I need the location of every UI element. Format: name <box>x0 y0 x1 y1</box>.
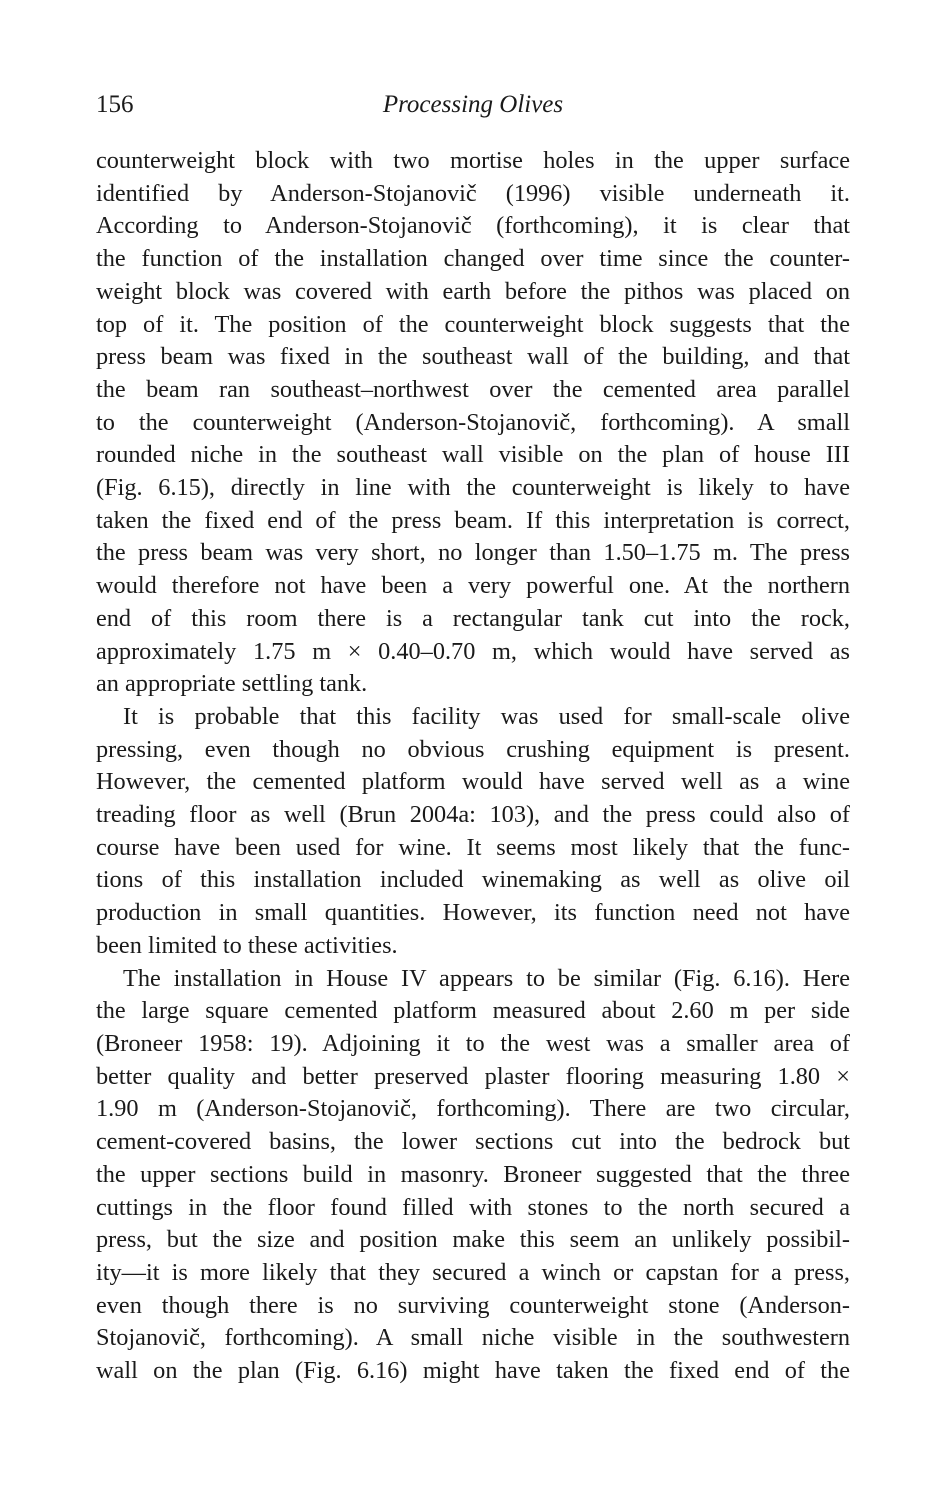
text-line: course have been used for wine. It seems most likely that the func- <box>96 833 850 861</box>
text-line: Stojanovič, forthcoming). A small niche visible in the southwestern <box>96 1324 850 1352</box>
text-line: top of it. The position of the counterweight block suggests that the <box>96 310 850 338</box>
text-line: ity—it is more likely that they secured a winch or capstan for a press, <box>96 1258 850 1286</box>
text-line: pressing, even though no obvious crushing equipment is present. <box>96 735 850 763</box>
page-number: 156 <box>96 91 134 118</box>
text-line: weight block was covered with earth before the pithos was placed on <box>96 277 850 305</box>
text-line: However, the cemented platform would have served well as a wine <box>96 768 850 796</box>
text-line: the beam ran southeast–northwest over the cemented area parallel <box>96 375 850 403</box>
text-line: identified by Anderson-Stojanovič (1996) visible underneath it. <box>96 179 850 207</box>
text-line: (Fig. 6.15), directly in line with the counterweight is likely to have <box>96 474 850 502</box>
text-line: The installation in House IV appears to be similar (Fig. 6.16). Here <box>123 964 850 992</box>
text-line: the function of the installation changed over time since the counter- <box>96 245 850 273</box>
text-line: cuttings in the floor found filled with stones to the north secured a <box>96 1193 850 1221</box>
text-line: cement-covered basins, the lower sections cut into the bedrock but <box>96 1128 850 1156</box>
text-line: would therefore not have been a very powerful one. At the northern <box>96 572 850 600</box>
running-title: Processing Olives <box>382 91 564 118</box>
text-line: press beam was fixed in the southeast wall of the building, and that <box>96 343 850 371</box>
paragraph-3 <box>96 963 850 1388</box>
text-line: end of this room there is a rectangular tank cut into the rock, <box>96 604 850 632</box>
text-line: been limited to these activities. <box>96 931 398 959</box>
text-line: counterweight block with two mortise holes in the upper surface <box>96 147 850 174</box>
text-line: treading floor as well (Brun 2004a: 103), and the press could also of <box>96 801 850 829</box>
text-line: even though there is no surviving counterweight stone (Anderson- <box>96 1291 850 1319</box>
text-line: (Broneer 1958: 19). Adjoining it to the west was a smaller area of <box>96 1029 850 1057</box>
text-line: an appropriate settling tank. <box>96 670 368 698</box>
text-line: press, but the size and position make this seem an unlikely possibil- <box>96 1226 850 1254</box>
text-line: rounded niche in the southeast wall visible on the plan of house III <box>96 441 850 469</box>
text-line: wall on the plan (Fig. 6.16) might have taken the fixed end of the <box>96 1357 850 1385</box>
text-line: the large square cemented platform measured about 2.60 m per side <box>96 997 850 1025</box>
text-line: According to Anderson-Stojanovič (forthcoming), it is clear that <box>96 212 850 240</box>
page-header <box>96 88 850 122</box>
text-line: better quality and better preserved plaster flooring measuring 1.80 × <box>96 1062 850 1090</box>
body-text <box>96 145 850 1388</box>
text-line: approximately 1.75 m × 0.40–0.70 m, which would have served as <box>96 637 850 665</box>
text-line: taken the fixed end of the press beam. If this interpretation is correct, <box>96 506 850 534</box>
text-line: 1.90 m (Anderson-Stojanovič, forthcoming). There are two circular, <box>96 1095 850 1123</box>
text-line: production in small quantities. However, its function need not have <box>96 899 850 927</box>
text-line: the press beam was very short, no longer than 1.50–1.75 m. The press <box>96 539 850 567</box>
text-line: It is probable that this facility was used for small-scale olive <box>123 702 850 730</box>
text-line: tions of this installation included winemaking as well as olive oil <box>96 866 850 894</box>
text-line: the upper sections build in masonry. Broneer suggested that the three <box>96 1160 850 1188</box>
text-line: to the counterweight (Anderson-Stojanovič, forthcoming). A small <box>96 408 850 436</box>
paragraph-1 <box>96 145 850 701</box>
paragraph-2 <box>96 701 850 963</box>
